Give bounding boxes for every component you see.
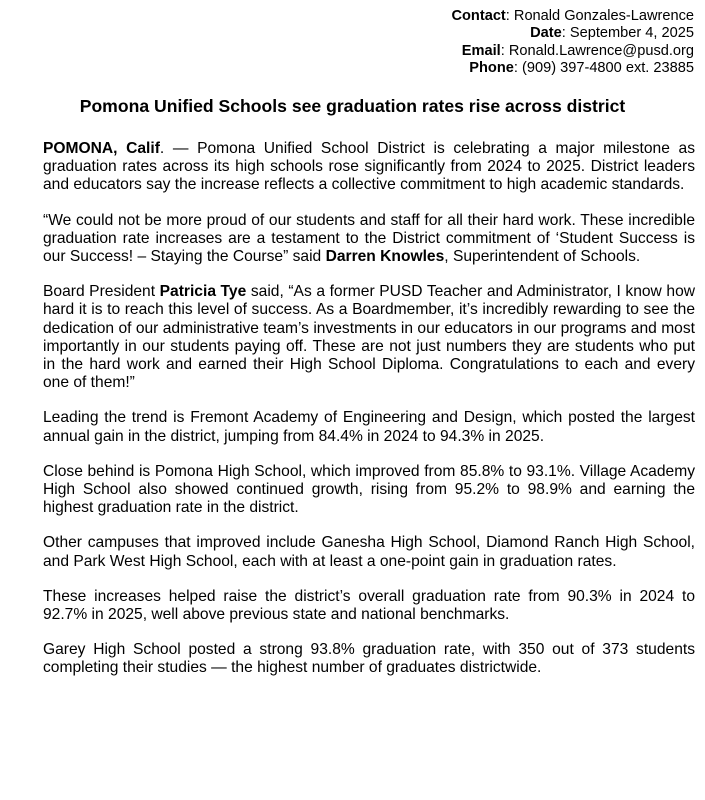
email-line: Email: Ronald.Lawrence@pusd.org (461, 42, 694, 59)
contact-block (451, 8, 694, 77)
article-body (43, 140, 695, 695)
email-value: Ronald.Lawrence@pusd.org (508, 42, 694, 59)
board-quote-text: said, “As a former PUSD Teacher and Administrator, I know how hard it is to reach this level of success. As a Boardmember, it’s incredibly rewarding to see the dedication of our administrative team’s investments in our educators in our programs and most importantly in our students paying off. These are not just numbers they are students who put in the hard work and earned their High School Diploma. Congratulations to each and every one of them!” (43, 283, 696, 392)
phone-label: Phone (469, 59, 514, 76)
board-president-name: Patricia Tye (159, 283, 247, 301)
paragraph-other-campuses: Other campuses that improved include Ganesha High School, Diamond Ranch High School, and Park West High School, each with at least a one-point gain in graduation rates. (43, 534, 695, 570)
paragraph-board-president-quote (43, 283, 695, 392)
superintendent-title: , Superintendent of Schools. (444, 248, 641, 266)
paragraph-pomona-village: Close behind is Pomona High School, which improved from 85.8% to 93.1%. Village Academy High School also showed continued growth, rising from 95.2% to 98.9% and earning the highest graduation rate in the district. (43, 462, 695, 517)
board-intro: Board President (43, 283, 160, 301)
dateline: POMONA, Calif (43, 140, 160, 157)
date-label: Date (530, 25, 562, 42)
headline: Pomona Unified Schools see graduation rates rise across district (79, 96, 626, 116)
date-line: Date: September 4, 2025 (530, 25, 694, 42)
quote-text: “We could not be more proud of our students and staff for all their hard work. These incredible graduation rate increases are a testament to the District commitment of ‘Student Success is our Success! – Staying the Course” said (43, 211, 695, 266)
contact-label: Contact (451, 8, 506, 24)
paragraph-intro (43, 140, 695, 195)
paragraph-district-rate: These increases helped raise the district’s overall graduation rate from 90.3% in 2024 to 92.7% in 2025, well above previous state and national benchmarks. (43, 587, 695, 624)
email-label: Email (461, 42, 501, 59)
phone-line: Phone: (909) 397-4800 ext. 23885 (469, 59, 694, 76)
paragraph-fremont: Leading the trend is Fremont Academy of Engineering and Design, which posted the largest annual gain in the district, jumping from 84.4% in 2024 to 94.3% in 2025. (43, 409, 695, 445)
paragraph-superintendent-quote (43, 212, 695, 267)
superintendent-name: Darren Knowles (325, 248, 445, 266)
paragraph-garey: Garey High School posted a strong 93.8% graduation rate, with 350 out of 373 students completing their studies — the highest number of graduates districtwide. (43, 641, 695, 677)
contact-line: Contact: Ronald Gonzales-Lawrence (451, 8, 694, 24)
date-value: September 4, 2025 (569, 25, 694, 42)
contact-name: Ronald Gonzales-Lawrence (513, 8, 694, 24)
phone-value: (909) 397-4800 ext. 23885 (521, 59, 694, 76)
intro-text: . — Pomona Unified School District is celebrating a major milestone as graduation rates across its high schools rose significantly from 2024 to 2025. District leaders and educators say the increase reflects a collective commitment to high academic standards. (43, 140, 695, 194)
